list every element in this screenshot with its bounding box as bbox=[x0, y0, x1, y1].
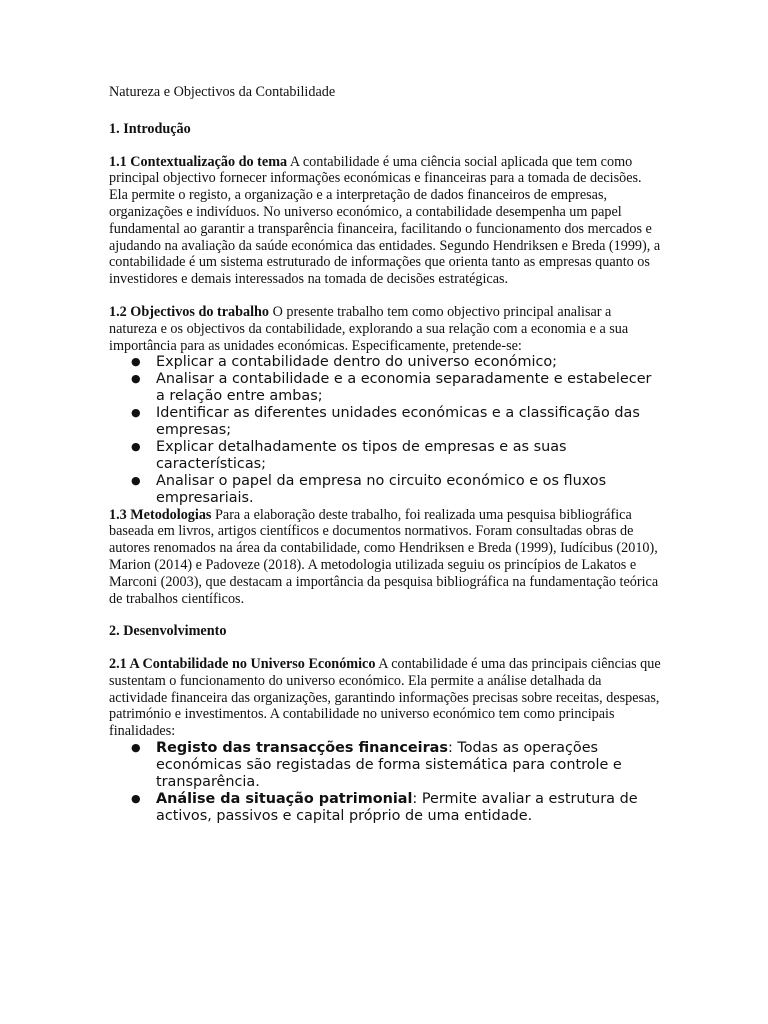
section-1-2-heading: 1.2 Objectivos do trabalho bbox=[109, 303, 270, 320]
list-item-term: Análise da situação patrimonial bbox=[156, 790, 413, 807]
list-item bbox=[109, 740, 661, 791]
section-1-3-heading: 1.3 Metodologias bbox=[109, 506, 212, 523]
section-2-1-text: A contabilidade é uma das principais ciências que sustentam o funcionamento do universo económico. Ela permite a análise detalhada da actividade financeira das organizações, garantindo informações precisas sobre receitas, despesas, património e investimentos. A contabilidade no universo económico tem como principais finalidades: bbox=[109, 656, 661, 740]
list-item bbox=[109, 371, 661, 405]
bullet-icon: ● bbox=[131, 741, 141, 755]
heading-introducao: 1. Introdução bbox=[109, 120, 191, 137]
bullet-icon: ● bbox=[131, 406, 141, 420]
bullet-icon: ● bbox=[131, 439, 141, 453]
document-page bbox=[109, 84, 661, 825]
list-item-term: Registo das transacções financeiras bbox=[156, 740, 448, 757]
section-1-1-text: A contabilidade é uma ciência social aplicada que tem como principal objectivo fornecer informações económicas e financeiras para a tomada de decisões. Ela permite o registo, a organização e a interpretação de dados financeiros de empresas, organizações e indivíduos. No universo económico, a contabilidade desempenha um papel fundamental ao garantir a transparência financeira, facilitando o funcionamento dos mercados e ajudando na avaliação da saúde económica das entidades. Segundo Hendriksen e Breda (1999), a contabilidade é um sistema estruturado de informações que orienta tanto as empresas quanto os investidores e demais interessados na tomada de decisões estratégicas. bbox=[109, 153, 661, 288]
heading-desenvolvimento: 2. Desenvolvimento bbox=[109, 623, 227, 640]
list-item-text: Explicar a contabilidade dentro do universo económico; bbox=[156, 354, 558, 371]
document-title: Natureza e Objectivos da Contabilidade bbox=[109, 84, 336, 100]
list-item bbox=[109, 439, 661, 473]
section-1-1-heading: 1.1 Contextualização do tema bbox=[109, 153, 288, 170]
list-item-text: : Todas as operações económicas são registadas de forma sistemática para controle e transparência. bbox=[156, 740, 622, 790]
list-item-text: : Permite avaliar a estrutura de activos, passivos e capital próprio de uma entidade. bbox=[156, 790, 638, 824]
bullet-icon: ● bbox=[131, 791, 141, 805]
section-1-3-text: Para a elaboração deste trabalho, foi realizada uma pesquisa bibliográfica baseada em livros, artigos científicos e documentos normativos. Foram consultadas obras de autores renomados na área da contabilidade, como Hendriksen e Breda (1999), Iudícibus (2010), Marion (2014) e Padoveze (2018). A metodologia utilizada seguiu os princípios de Lakatos e Marconi (2003), que destacam a importância da pesquisa bibliográfica na fundamentação teórica de trabalhos científicos. bbox=[109, 506, 659, 607]
bullet-icon: ● bbox=[131, 473, 141, 487]
list-item bbox=[109, 473, 661, 507]
section-1-2 bbox=[109, 304, 661, 354]
list-item bbox=[109, 405, 661, 439]
section-1-1 bbox=[109, 154, 661, 288]
section-2-1 bbox=[109, 656, 661, 740]
section-1-2-text: O presente trabalho tem como objectivo principal analisar a natureza e os objectivos da contabilidade, explorando a sua relação com a economia e a sua importância para as unidades económicas. Especificamente, pretende-se: bbox=[109, 303, 629, 354]
list-item bbox=[109, 791, 661, 825]
section-1-3 bbox=[109, 507, 661, 608]
list-item-text: Explicar detalhadamente os tipos de empresas e as suas características; bbox=[156, 438, 567, 472]
bullet-icon: ● bbox=[131, 355, 141, 369]
list-item-text: Analisar o papel da empresa no circuito económico e os fluxos empresariais. bbox=[156, 472, 607, 506]
purposes-list bbox=[109, 740, 661, 825]
section-2-1-heading: 2.1 A Contabilidade no Universo Económico bbox=[109, 656, 376, 673]
list-item bbox=[109, 354, 661, 371]
list-item-text: Analisar a contabilidade e a economia separadamente e estabelecer a relação entre ambas; bbox=[156, 371, 652, 405]
objectives-list bbox=[109, 354, 661, 506]
bullet-icon: ● bbox=[131, 372, 141, 386]
list-item-text: Identificar as diferentes unidades económicas e a classificação das empresas; bbox=[156, 405, 640, 438]
